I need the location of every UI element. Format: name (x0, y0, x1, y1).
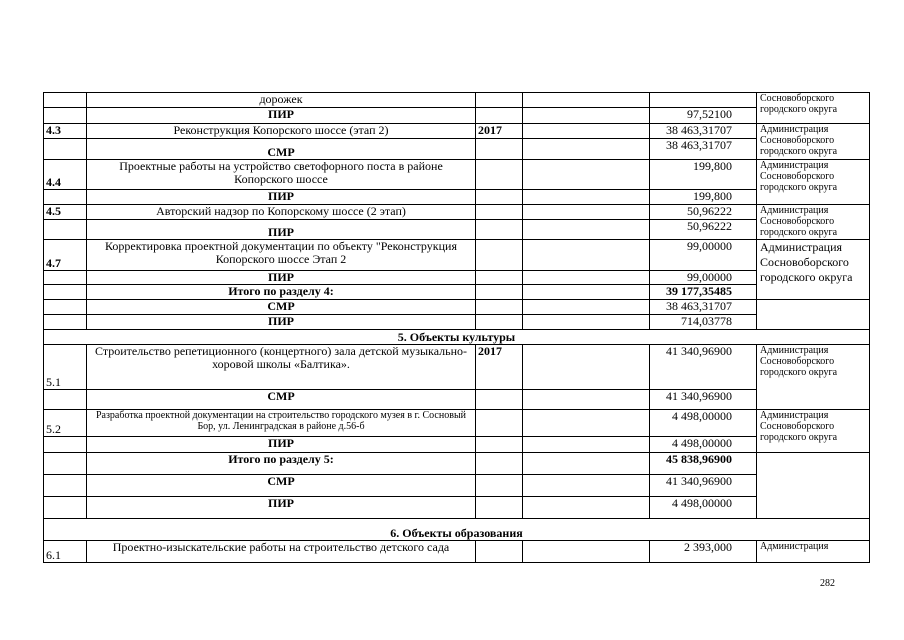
row-sum: 2 393,000 (650, 541, 757, 563)
row-sum: 38 463,31707 (650, 139, 757, 160)
row-name: ПИР (87, 437, 476, 453)
row-name: Проектные работы на устройство светофорного поста в районе Копорского шоссе (87, 160, 476, 190)
row-name: Разработка проектной документации на строительство городского музея в г. Сосновый Бор, ул. Ленинградская в районе д.56-б (87, 410, 476, 437)
row-sum: 39 177,35485 (650, 285, 757, 300)
page-number: 282 (820, 578, 835, 589)
row-sum: 41 340,96900 (650, 345, 757, 390)
row-sum: 45 838,96900 (650, 453, 757, 475)
row-number: 5.1 (44, 345, 87, 390)
table-row (44, 205, 870, 220)
row-sum: 4 498,00000 (650, 497, 757, 519)
table-row (44, 300, 870, 315)
row-sum: 41 340,96900 (650, 390, 757, 410)
row-year: 2017 (476, 124, 523, 139)
table-row (44, 315, 870, 330)
row-sum: 50,96222 (650, 205, 757, 220)
row-number: 4.7 (44, 240, 87, 271)
row-name: Проектно-изыскательские работы на строительство детского сада (87, 541, 476, 563)
row-sum: 199,800 (650, 160, 757, 190)
org-cell: Сосновоборского городского округа (757, 93, 870, 124)
row-sum: 38 463,31707 (650, 124, 757, 139)
row-name: Корректировка проектной документации по объекту "Реконструкция Копорского шоссе Этап 2 (87, 240, 476, 271)
row-name: Итого по разделу 4: (87, 285, 476, 300)
row-name: Строительство репетиционного (концертного) зала детской музыкально-хоровой школы «Балтика». (87, 345, 476, 390)
row-name: Реконструкция Копорского шоссе (этап 2) (87, 124, 476, 139)
row-name: СМР (87, 139, 476, 160)
table-row (44, 285, 870, 300)
table-row (44, 345, 870, 390)
table-row (44, 93, 870, 108)
row-sum: 4 498,00000 (650, 410, 757, 437)
row-name: Итого по разделу 5: (87, 453, 476, 475)
row-number: 5.2 (44, 410, 87, 437)
row-sum: 99,00000 (650, 271, 757, 285)
row-sum: 38 463,31707 (650, 300, 757, 315)
row-name: СМР (87, 300, 476, 315)
org-cell: Администрация (757, 541, 870, 563)
row-sum: 714,03778 (650, 315, 757, 330)
table-row (44, 271, 870, 285)
table-row (44, 519, 870, 541)
row-sum: 4 498,00000 (650, 437, 757, 453)
row-name: ПИР (87, 108, 476, 124)
section-heading: 5. Объекты культуры (44, 330, 870, 345)
table-row (44, 410, 870, 437)
table-row (44, 220, 870, 240)
row-name: ПИР (87, 190, 476, 205)
org-cell: Администрация Сосновоборского городского округа (757, 160, 870, 205)
budget-table (43, 92, 870, 563)
row-year: 2017 (476, 345, 523, 390)
org-cell: Администрация Сосновоборского городского округа (757, 124, 870, 160)
table-row (44, 124, 870, 139)
row-sum: 50,96222 (650, 220, 757, 240)
row-number: 4.5 (44, 205, 87, 220)
org-cell: Администрация Сосновоборского городского округа (757, 345, 870, 410)
row-name: ПИР (87, 220, 476, 240)
row-number: 6.1 (44, 541, 87, 563)
table-row (44, 437, 870, 453)
table-row (44, 453, 870, 475)
table-row (44, 541, 870, 563)
row-sum: 97,52100 (650, 108, 757, 124)
org-cell: Администрация Сосновоборского городского округа (757, 205, 870, 240)
table-row (44, 190, 870, 205)
row-name: ПИР (87, 315, 476, 330)
table-row (44, 390, 870, 410)
row-number: 4.3 (44, 124, 87, 139)
org-cell: Администрация Сосновоборского городского округа (757, 240, 870, 300)
table-row (44, 475, 870, 497)
row-sum: 41 340,96900 (650, 475, 757, 497)
row-name: СМР (87, 390, 476, 410)
row-sum: 99,00000 (650, 240, 757, 271)
row-name: дорожек (87, 93, 476, 108)
row-name: Авторский надзор по Копорскому шоссе (2 этап) (87, 205, 476, 220)
table-row (44, 330, 870, 345)
row-name: СМР (87, 475, 476, 497)
table-row (44, 160, 870, 190)
table-row (44, 497, 870, 519)
row-name: ПИР (87, 497, 476, 519)
row-number: 4.4 (44, 160, 87, 190)
section-heading: 6. Объекты образования (44, 519, 870, 541)
table-row (44, 108, 870, 124)
row-sum: 199,800 (650, 190, 757, 205)
row-name: ПИР (87, 271, 476, 285)
table-row (44, 240, 870, 271)
table-row (44, 139, 870, 160)
org-cell: Администрация Сосновоборского городского округа (757, 410, 870, 453)
